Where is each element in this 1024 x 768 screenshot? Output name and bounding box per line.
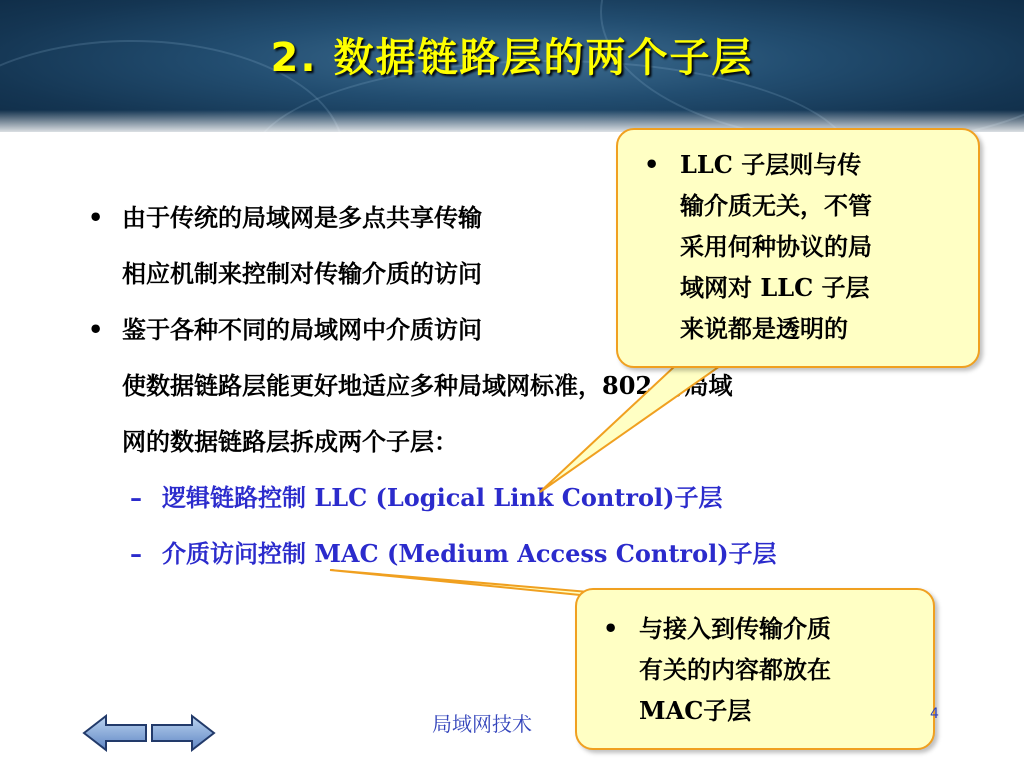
bullet-line: 相应机制来控制对传输介质的访问 bbox=[122, 259, 482, 288]
callout-line: 输介质无关，不管 bbox=[680, 191, 872, 220]
callout-line: LLC 子层则与传 bbox=[680, 150, 862, 179]
sub-item-label: 介质访问控制 MAC (Medium Access Control)子层 bbox=[162, 539, 777, 568]
llc-callout-text bbox=[680, 144, 872, 349]
title-number: 2. bbox=[270, 35, 318, 81]
callout-line: 采用何种协议的局 bbox=[680, 232, 872, 261]
llc-callout bbox=[616, 128, 980, 368]
callout-line: 与接入到传输介质 bbox=[639, 614, 831, 643]
bullet-dot: • bbox=[88, 203, 104, 232]
footer-text: 局域网技术 bbox=[432, 712, 532, 736]
callout-line: 域网对 LLC 子层 bbox=[680, 273, 870, 302]
bullet-dot: • bbox=[88, 315, 104, 344]
bullet-line: 由于传统的局域网是多点共享传输 bbox=[122, 203, 482, 232]
bullet-line: 使数据链路层能更好地适应多种局域网标准，802 将局域 bbox=[122, 371, 733, 400]
mac-callout-text bbox=[639, 608, 831, 731]
bullet-line: 网的数据链路层拆成两个子层： bbox=[122, 427, 458, 456]
title-text: 数据链路层的两个子层 bbox=[317, 34, 754, 81]
callout-line: 有关的内容都放在 bbox=[639, 655, 831, 684]
page-number: 4 bbox=[930, 706, 939, 722]
callout-line: 来说都是透明的 bbox=[680, 314, 848, 343]
arrow-left-icon[interactable] bbox=[82, 714, 148, 752]
callout-line: MAC子层 bbox=[639, 696, 752, 725]
callout-bullet: • bbox=[603, 614, 619, 643]
callout-bullet: • bbox=[644, 150, 660, 179]
llc-callout-pointer bbox=[540, 352, 740, 492]
arrow-right-icon[interactable] bbox=[150, 714, 216, 752]
sub-item-dash: – bbox=[130, 539, 142, 568]
sub-item-label: 逻辑链路控制 LLC (Logical Link Control)子层 bbox=[162, 483, 723, 512]
mac-callout bbox=[575, 588, 935, 750]
bullet-line: 鉴于各种不同的局域网中介质访问 bbox=[122, 315, 482, 344]
sub-item-dash: – bbox=[130, 483, 142, 512]
